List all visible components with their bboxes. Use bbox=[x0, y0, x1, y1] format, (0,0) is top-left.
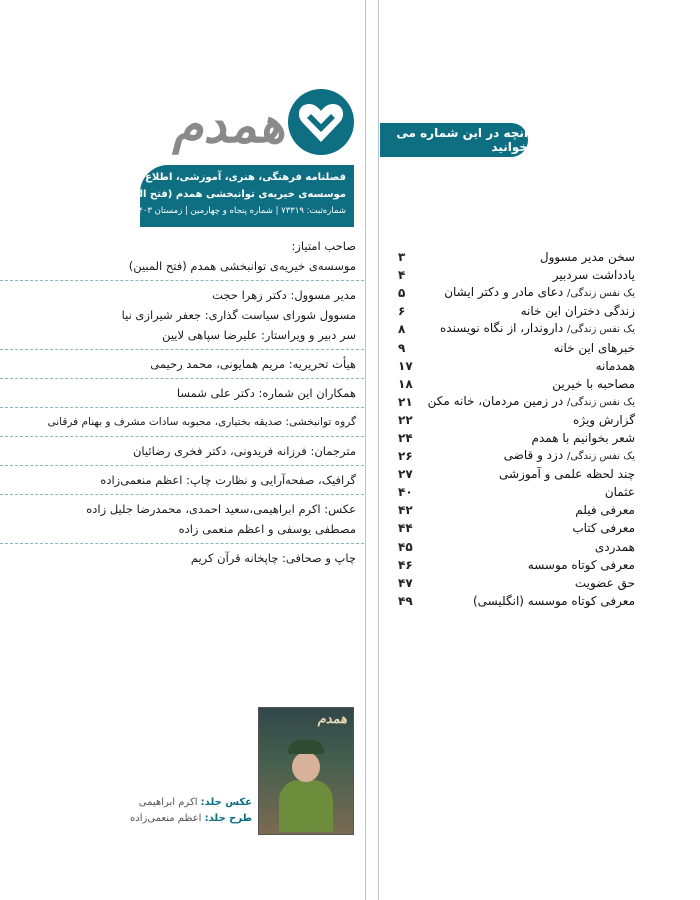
toc-item bbox=[398, 357, 635, 375]
toc-item-title bbox=[440, 319, 635, 339]
cover-design-label: طرح جلد: bbox=[204, 813, 252, 824]
toc-item bbox=[398, 483, 635, 501]
toc-item-text: شعر بخوانیم با همدم bbox=[531, 430, 635, 445]
toc-item bbox=[398, 411, 635, 429]
toc-item-title bbox=[444, 283, 635, 303]
toc-page-number: ۲۲ bbox=[398, 412, 413, 427]
toc-item-text: گزارش ویژه bbox=[573, 412, 635, 427]
cover-figure-hat bbox=[288, 740, 324, 754]
column-divider-right bbox=[378, 0, 379, 900]
toc-page-number: ۴۴ bbox=[398, 521, 413, 536]
toc-page-number: ۴ bbox=[398, 268, 406, 283]
toc-item-text: دعای مادر و دکتر ایشان bbox=[444, 285, 567, 300]
toc-item-prefix: یک نفس زندگی/ bbox=[566, 324, 635, 336]
toc-item bbox=[398, 465, 635, 483]
toc-item bbox=[398, 429, 635, 447]
toc-item-text: یادداشت سردبیر bbox=[552, 268, 635, 283]
toc-item-title bbox=[532, 429, 635, 447]
toc-item-text: معرفی کوتاه موسسه bbox=[527, 557, 635, 572]
cover-photo-value: اکرم ابراهیمی bbox=[138, 797, 201, 808]
toc-item-title bbox=[428, 392, 635, 412]
banner-line-3: شماره‌ثبت: ۷۳۳۱۹ | شماره پنجاه و چهارمین | زمستان ۱۴۰۳ bbox=[133, 206, 346, 216]
toc-item-title bbox=[521, 302, 635, 320]
toc-item-title bbox=[553, 266, 635, 284]
cover-title: همدم bbox=[317, 712, 347, 727]
policy-line: مسوول شورای سیاست گذاری: جعفر شیرازی نیا bbox=[121, 308, 356, 322]
toc-item-text: حق عضویت bbox=[574, 575, 635, 590]
toc-item bbox=[398, 447, 635, 465]
toc-item bbox=[398, 266, 635, 284]
toc-page-number: ۸ bbox=[398, 322, 406, 337]
dashed-divider bbox=[0, 543, 364, 544]
toc-item bbox=[398, 574, 635, 592]
photos-block bbox=[0, 499, 364, 539]
rehab-block bbox=[0, 412, 364, 432]
banner-line-1: فصلنامه فرهنگی، هنری، آموزشی، اطلاع رسانی bbox=[108, 172, 346, 183]
toc-item-text: خبرهای این خانه bbox=[553, 340, 635, 355]
toc-item-text: معرفی کوتاه موسسه (انگلیسی) bbox=[473, 593, 635, 608]
toc-item-text: همدردی bbox=[594, 539, 635, 554]
toc-item-prefix: یک نفس زندگی/ bbox=[566, 396, 635, 408]
toc-page-number: ۲۱ bbox=[398, 394, 413, 409]
toc-item-title bbox=[575, 501, 635, 519]
toc-header: آنچه در این شماره می خوانید bbox=[380, 123, 528, 157]
management-block bbox=[0, 285, 364, 345]
toc-item bbox=[398, 320, 635, 338]
dashed-divider bbox=[0, 280, 364, 281]
director-line: مدیر مسوول: دکتر زهرا حجت bbox=[212, 288, 356, 302]
toc-page-number: ۴۷ bbox=[398, 575, 413, 590]
owner-value: موسسه‌ی خیریه‌ی توانبخشی همدم (فتح المبین) bbox=[128, 259, 356, 273]
printing-line: چاپ و صحافی: چاپخانه قرآن کریم bbox=[190, 551, 356, 565]
toc-item-text: در زمین مردمان، خانه مکن bbox=[427, 393, 567, 408]
toc-item-text: عثمان bbox=[604, 485, 635, 500]
toc-item-text: داروندار، از نگاه نویسنده bbox=[439, 321, 567, 336]
printing-block bbox=[0, 548, 364, 568]
dashed-divider bbox=[0, 465, 364, 466]
toc-page-number: ۹ bbox=[398, 340, 406, 355]
editor-line: سر دبیر و ویراستار: علیرضا سپاهی لایین bbox=[162, 328, 356, 342]
dashed-divider bbox=[0, 407, 364, 408]
toc-page-number: ۴۹ bbox=[398, 593, 413, 608]
dashed-divider bbox=[0, 494, 364, 495]
toc-item bbox=[398, 501, 635, 519]
dashed-divider bbox=[0, 436, 364, 437]
toc-item-text: زندگی دختران این خانه bbox=[520, 304, 635, 319]
toc-item-title bbox=[504, 446, 635, 466]
toc-item-text: دزد و قاضی bbox=[503, 448, 567, 463]
cover-design-credit bbox=[120, 811, 252, 827]
rehab-group-line: گروه توانبخشی: صدیقه بختیاری، محبوبه سادات مشرف و بهنام فرقانی bbox=[47, 416, 356, 428]
contributors-line: همکاران این شماره: دکتر علی شمسا bbox=[176, 386, 356, 400]
magazine-logotype: همدم bbox=[172, 95, 285, 154]
owner-label: صاحب امتیاز: bbox=[291, 239, 356, 253]
dashed-divider bbox=[0, 378, 364, 379]
toc-list bbox=[398, 248, 635, 610]
toc-item bbox=[398, 556, 635, 574]
toc-item-title bbox=[540, 248, 635, 266]
contributors-block bbox=[0, 383, 364, 403]
toc-item-text: مصاحبه با خیرین bbox=[552, 376, 635, 391]
cover-figure-face bbox=[292, 752, 320, 782]
toc-item-prefix: یک نفس زندگی/ bbox=[566, 451, 635, 463]
toc-item bbox=[398, 519, 635, 537]
cover-photo-label: عکس جلد: bbox=[200, 797, 252, 808]
toc-item-text: سخن مدیر مسوول bbox=[539, 250, 635, 265]
translators-line: مترجمان: فرزانه فریدونی، دکتر فخری رضائیان bbox=[132, 444, 356, 458]
toc-item bbox=[398, 592, 635, 610]
toc-page-number: ۲۶ bbox=[398, 449, 413, 464]
photos-line-2: مصطفی یوسفی و اعظم منعمی زاده bbox=[178, 522, 356, 536]
dashed-divider bbox=[0, 349, 364, 350]
cover-thumbnail bbox=[258, 707, 354, 835]
toc-page-number: ۲۴ bbox=[398, 430, 413, 445]
toc-item bbox=[398, 248, 635, 266]
toc-item bbox=[398, 393, 635, 411]
toc-item-title bbox=[473, 592, 635, 610]
toc-item-title bbox=[573, 411, 635, 429]
toc-item-title bbox=[596, 357, 635, 375]
toc-item-title bbox=[528, 556, 635, 574]
column-divider-left bbox=[365, 0, 366, 900]
toc-item-title bbox=[552, 375, 635, 393]
toc-page-number: ۱۸ bbox=[398, 376, 413, 391]
owner-block bbox=[0, 236, 364, 276]
toc-page-number: ۱۷ bbox=[398, 358, 413, 373]
banner-line-2: موسسه‌ی خیریه‌ی توانبخشی همدم (فتح المبین) bbox=[110, 189, 346, 200]
cover-design-value: اعظم منعمی‌زاده bbox=[130, 813, 205, 824]
toc-page-number: ۴۵ bbox=[398, 539, 413, 554]
board-block bbox=[0, 354, 364, 374]
toc-item-title bbox=[575, 574, 635, 592]
toc-item bbox=[398, 538, 635, 556]
heart-logo-icon bbox=[288, 89, 354, 155]
cover-credits bbox=[120, 795, 252, 827]
graphics-line: گرافیک، صفحه‌آرایی و نظارت چاپ: اعظم منعمی‌زاده bbox=[100, 473, 356, 487]
photos-line-1: عکس: اکرم ابراهیمی،سعید احمدی، محمدرضا جلیل زاده bbox=[86, 502, 356, 516]
toc-item-title bbox=[595, 538, 635, 556]
toc-page-number: ۵ bbox=[398, 286, 406, 301]
toc-item-text: چند لحظه علمی و آموزشی bbox=[499, 467, 635, 482]
toc-item-text: معرفی فیلم bbox=[575, 503, 635, 518]
toc-page-number: ۴۲ bbox=[398, 503, 413, 518]
magazine-info-banner bbox=[108, 165, 354, 227]
toc-item bbox=[398, 302, 635, 320]
toc-page-number: ۶ bbox=[398, 304, 406, 319]
toc-item-title bbox=[572, 519, 635, 537]
toc-page-number: ۲۷ bbox=[398, 467, 413, 482]
toc-item bbox=[398, 284, 635, 302]
toc-page-number: ۴۰ bbox=[398, 485, 413, 500]
graphics-block bbox=[0, 470, 364, 490]
toc-item bbox=[398, 338, 635, 356]
toc-item bbox=[398, 375, 635, 393]
translators-block bbox=[0, 441, 364, 461]
toc-page-number: ۳ bbox=[398, 250, 406, 265]
cover-figure-body bbox=[279, 780, 333, 832]
toc-item-prefix: یک نفس زندگی/ bbox=[566, 288, 635, 300]
credits-panel bbox=[0, 236, 364, 568]
board-line: هیأت تحریریه: مریم همایونی، محمد رحیمی bbox=[150, 357, 356, 371]
cover-photo-credit bbox=[120, 795, 252, 811]
toc-item-title bbox=[499, 465, 635, 483]
toc-item-text: معرفی کتاب bbox=[572, 521, 635, 536]
toc-item-text: همدمانه bbox=[595, 358, 635, 373]
toc-item-title bbox=[605, 483, 635, 501]
toc-page-number: ۴۶ bbox=[398, 557, 413, 572]
toc-item-title bbox=[554, 339, 635, 357]
